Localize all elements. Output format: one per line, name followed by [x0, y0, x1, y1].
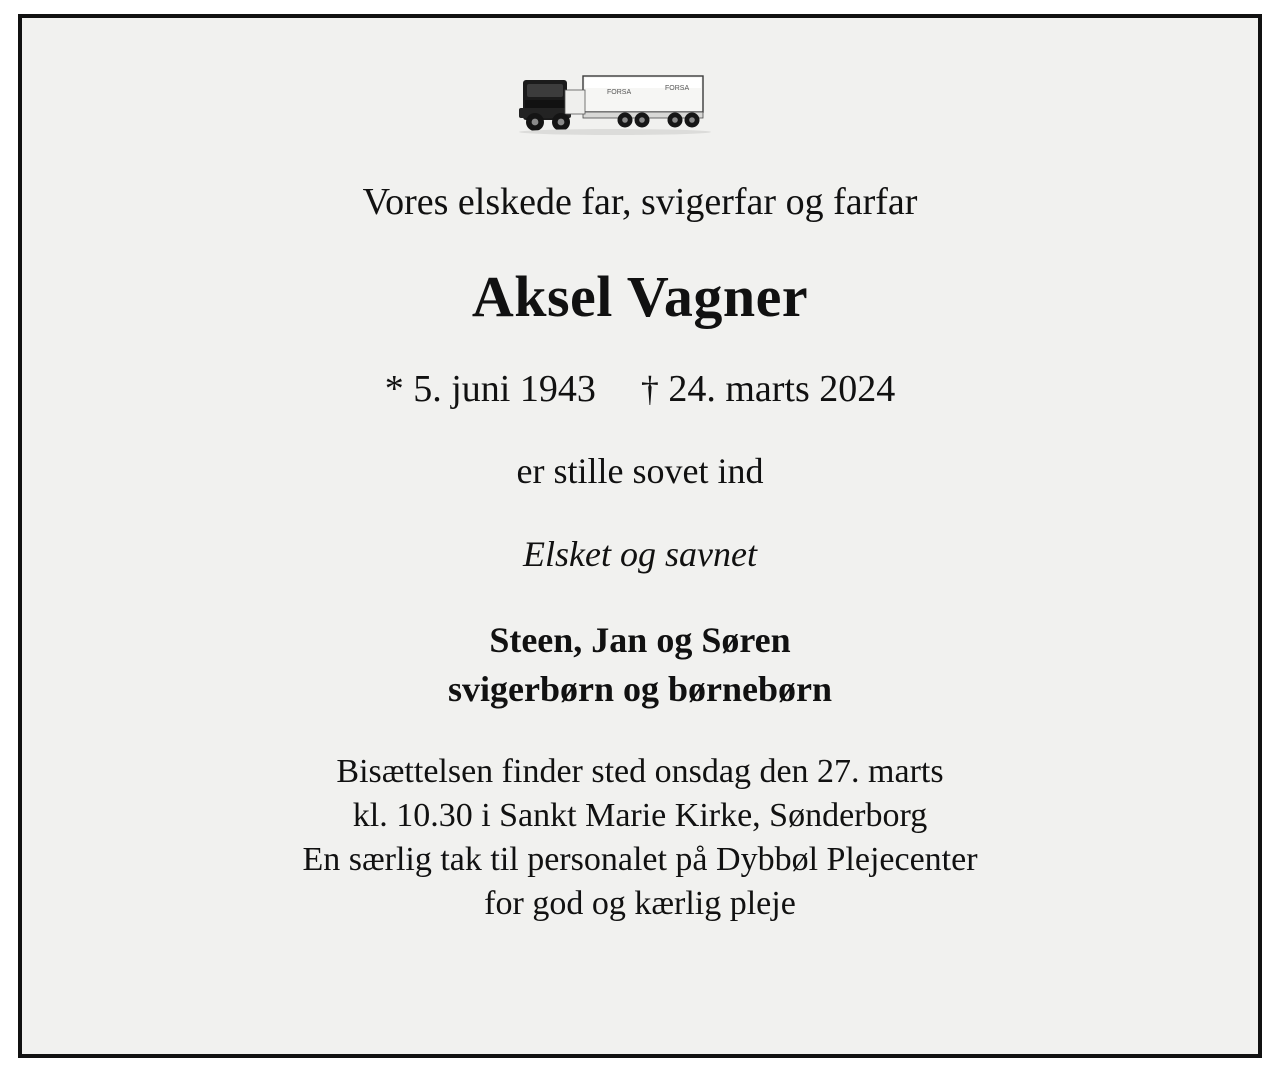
- service-line: kl. 10.30 i Sankt Marie Kirke, Sønderborg: [352, 797, 928, 835]
- svg-text:FORSA: FORSA: [607, 89, 632, 96]
- relation-line: Vores elskede far, svigerfar og farfar: [362, 181, 918, 223]
- survivors-block: [448, 619, 832, 710]
- death-date: 24. marts 2024: [668, 368, 896, 411]
- survivors-line-1: Steen, Jan og Søren: [489, 620, 791, 661]
- obituary-notice: [18, 14, 1262, 1058]
- birth-date: 5. juni 1943: [413, 368, 596, 411]
- obituary-content: [22, 18, 1258, 1054]
- service-line: for god og kærlig pleje: [484, 885, 796, 923]
- service-line: En særlig tak til personalet på Dybbøl Plejecenter: [302, 841, 978, 879]
- survivors-line-2: svigerbørn og børnebørn: [447, 668, 832, 709]
- service-details: [302, 752, 977, 924]
- life-dates: [385, 367, 896, 412]
- passing-phrase: er stille sovet ind: [516, 451, 764, 492]
- truck-trailer-illustration: [505, 60, 775, 152]
- death-symbol: †: [640, 369, 659, 410]
- birth-symbol: *: [384, 368, 404, 411]
- deceased-name: Aksel Vagner: [471, 263, 809, 329]
- service-line: Bisættelsen finder sted onsdag den 27. marts: [336, 752, 944, 790]
- svg-text:FORSA: FORSA: [665, 85, 690, 92]
- tribute-phrase: Elsket og savnet: [523, 533, 757, 574]
